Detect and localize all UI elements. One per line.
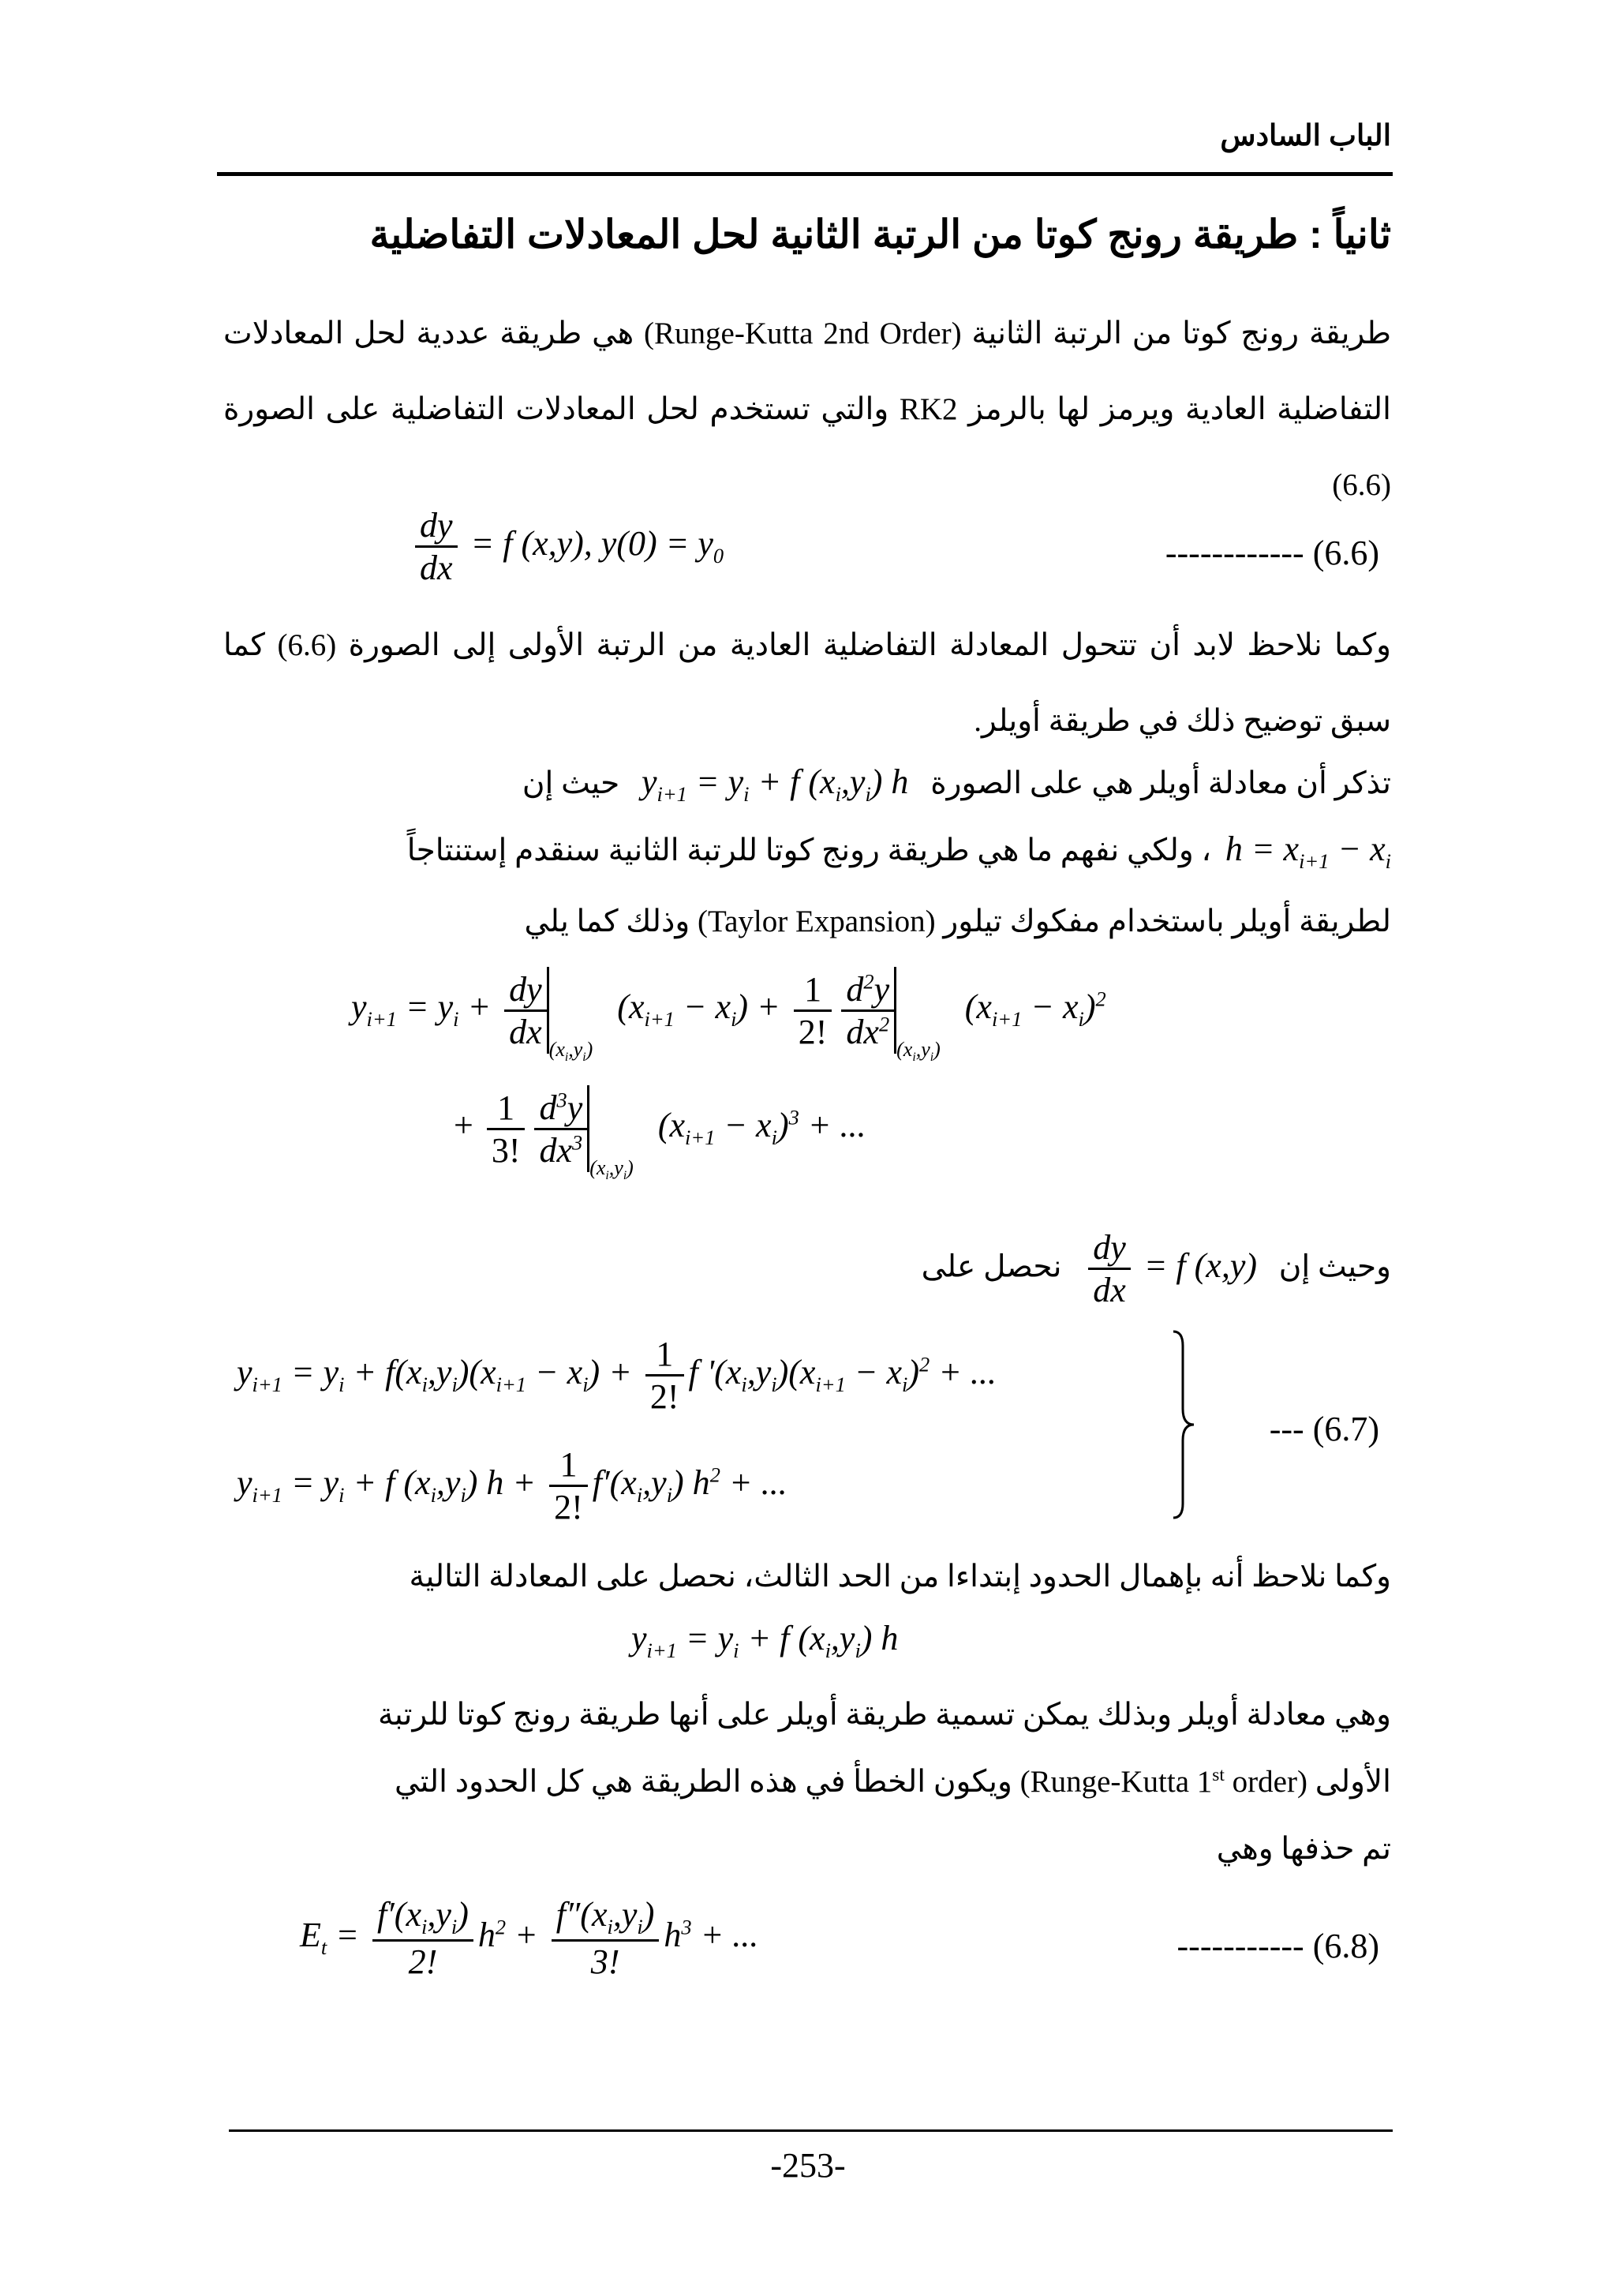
page-number: -253- [770, 2146, 846, 2185]
footer-rule [229, 2129, 1393, 2132]
rk1-line-3: تم حذفها وهي [1216, 1832, 1391, 1866]
equation-6-6: $\frac{dy}{dx}$ = f (x,y), $y(0) = y_0$ [410, 505, 724, 588]
taylor-intro-line: لطريقة أويلر باستخدام مفكوك تيلور (Taylor Expansion) وذلك كما يلي [524, 905, 1391, 938]
taylor-expansion-line-2: + $\frac{1}{3!}$ $\frac{d^3y}{dx^3}$ $_{(x_i,y_i)}$ $(x_{i+1} - x_i)^3$ + ... [454, 1085, 866, 1183]
rk1-line-2-b: order) ويكون الخطأ في هذه الطريقة هي كل الحدود التي [394, 1765, 1297, 1799]
euler-recall-line [522, 762, 1391, 807]
where-text: حيث إن [522, 766, 620, 800]
obtain-text: نحصل على [921, 1249, 1062, 1284]
step-size-inline: $h = x_{i+1} - x_i$ [1225, 830, 1391, 873]
rk1-line-2 [395, 1764, 1391, 1800]
rk2-intro-text: ، ولكي نفهم ما هي طريقة رونج كوتا للرتبة الثانية سنقدم إستنتاجاً [406, 833, 1212, 867]
paragraph-2: وكما نلاحظ لابد أن تتحول المعادلة التفاضلية العادية من الرتبة الأولى إلى الصورة (6.6) كما سبق توضيح ذلك في طريقة أويلر. [223, 628, 1391, 738]
taylor-expansion-line-1: $y_{i+1} = y_i$ + $\frac{dy}{dx}$ $_{(x_i,y_i)}$ $(x_{i+1} - x_i)$ + $\frac{1}{2!}$ $\frac{d^2y}{dx^2}$ $_{(x_i,y_i)}$ $(x_{i+1} - x_i)^2$ [351, 967, 1106, 1065]
intro-paragraph: طريقة رونج كوتا من الرتبة الثانية (Runge-Kutta 2nd Order) هي طريقة عددية لحل المعادلات التفاضلية العادية ويرمز لها بالرمز RK2 والتي تستخدم لحل المعادلات التفاضلية على الصورة (6.6) [223, 316, 1392, 502]
header-rule [217, 172, 1393, 176]
since-line [922, 1227, 1391, 1310]
right-brace-icon [1172, 1330, 1195, 1519]
neglect-terms-line: وكما نلاحظ أنه بإهمال الحدود إبتداءا من الحد الثالث، نحصل على المعادلة التالية [409, 1560, 1391, 1594]
equation-6-7-line-2: $y_{i+1} = y_i + f$ $(x_i,y_i) h$ + $\frac{1}{2!}$ $f'(x_i,y_i) h^2$ + ... [237, 1445, 787, 1526]
since-text: وحيث إن [1278, 1249, 1391, 1284]
euler-equation-inline: $y_{i+1} = y_i + f$ $(x_i,y_i)$ h [642, 762, 909, 806]
rk1-line-2-a: الأولى (Runge-Kutta 1 [1030, 1765, 1391, 1799]
step-size-line [407, 829, 1391, 874]
equation-6-7-line-1: $y_{i+1} = y_i + f(x_i,y_i)(x_{i+1} - x_i)$ + $\frac{1}{2!}$ f '$(x_i,y_i)(x_{i+1} - x_i)^2$ + ... [237, 1335, 997, 1416]
equation-6-7-label: --- (6.7) [1269, 1410, 1379, 1448]
section-title: ثانياً : طريقة رونج كوتا من الرتبة الثانية لحل المعادلات التفاضلية [369, 212, 1391, 257]
since-equation: $\frac{dy}{dx}$ = f (x,y) [1083, 1246, 1257, 1285]
equation-6-6-label: ------------ (6.6) [1165, 534, 1379, 572]
rk1-line-1: وهي معادلة أويلر وبذلك يمكن تسمية طريقة أويلر على أنها طريقة رونج كوتا للرتبة [377, 1698, 1391, 1732]
equation-6-8-label: ----------- (6.8) [1176, 1927, 1379, 1965]
chapter-header: الباب السادس [1220, 119, 1391, 152]
euler-result-equation: $y_{i+1} = y_i + f$ $(x_i,y_i)$ h [631, 1619, 899, 1662]
euler-recall-text: تذكر أن معادلة أويلر هي على الصورة [930, 766, 1391, 800]
rk1-line-2-sup: st [1212, 1765, 1225, 1785]
equation-6-8: $E_t$ = $\frac{f'(x_i,y_i)}{2!}$ $h^2$ + $\frac{f''(x_i,y_i)}{3!}$ $h^3$ + ... [300, 1895, 759, 1981]
